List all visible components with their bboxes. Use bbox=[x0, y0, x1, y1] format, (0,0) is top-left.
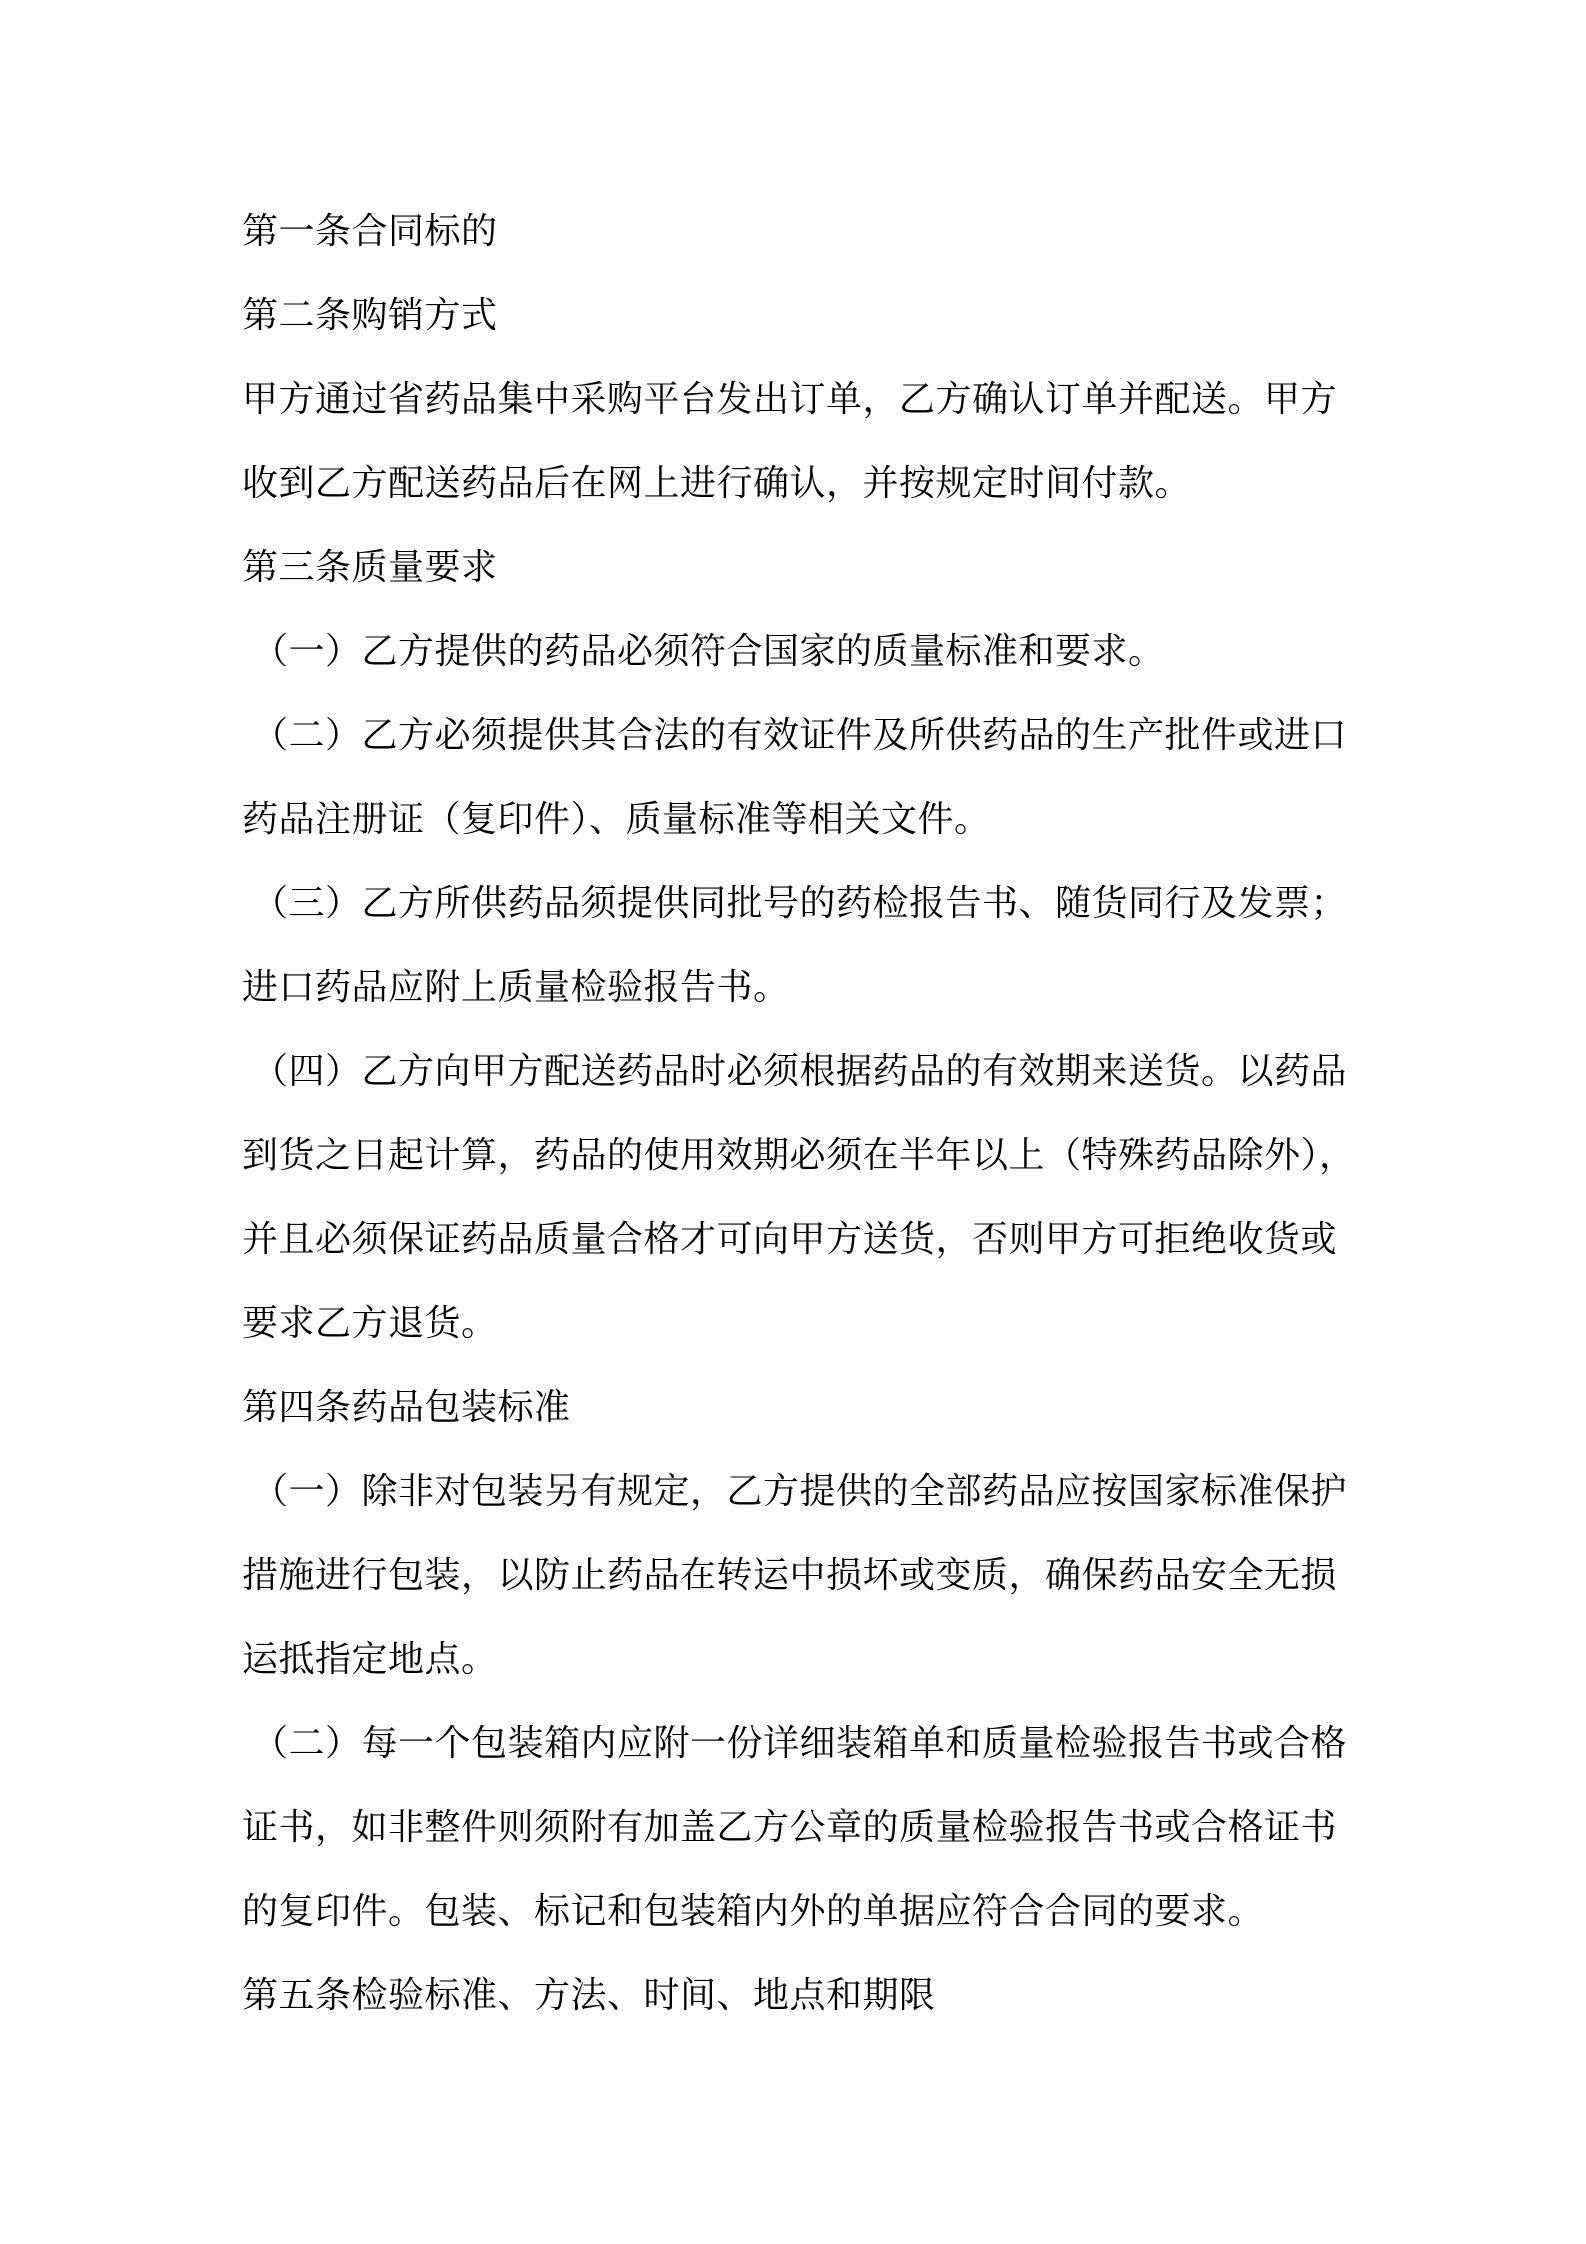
clause-line: （一）乙方提供的药品必须符合国家的质量标准和要求。 bbox=[252, 631, 1165, 672]
clause-line: （四）乙方向甲方配送药品时必须根据药品的有效期来送货。以药品 bbox=[252, 1051, 1348, 1092]
article-4-heading: 第四条药品包装标准 bbox=[242, 1387, 571, 1428]
clause-line: （二）每一个包装箱内应附一份详细装箱单和质量检验报告书或合格 bbox=[252, 1723, 1348, 1764]
article-5-heading: 第五条检验标准、方法、时间、地点和期限 bbox=[242, 1975, 936, 2016]
paragraph-line: 甲方通过省药品集中采购平台发出订单，乙方确认订单并配送。甲方 bbox=[242, 379, 1338, 420]
paragraph-line: 药品注册证（复印件）、质量标准等相关文件。 bbox=[242, 799, 991, 840]
clause-line: （一）除非对包装另有规定，乙方提供的全部药品应按国家标准保护 bbox=[252, 1471, 1348, 1512]
article-2-heading: 第二条购销方式 bbox=[242, 295, 498, 336]
clause-line: （二）乙方必须提供其合法的有效证件及所供药品的生产批件或进口 bbox=[252, 715, 1348, 756]
paragraph-line: 的复印件。包装、标记和包装箱内外的单据应符合合同的要求。 bbox=[242, 1891, 1265, 1932]
paragraph-line: 并且必须保证药品质量合格才可向甲方送货，否则甲方可拒绝收货或 bbox=[242, 1219, 1338, 1260]
article-3-heading: 第三条质量要求 bbox=[242, 547, 498, 588]
paragraph-line: 措施进行包装，以防止药品在转运中损坏或变质，确保药品安全无损 bbox=[242, 1555, 1338, 1596]
paragraph-line: 进口药品应附上质量检验报告书。 bbox=[242, 967, 790, 1008]
document-body bbox=[242, 190, 1362, 2038]
paragraph-line: 到货之日起计算，药品的使用效期必须在半年以上（特殊药品除外）， bbox=[242, 1135, 1356, 1176]
paragraph-line: 要求乙方退货。 bbox=[242, 1303, 498, 1344]
paragraph-line: 收到乙方配送药品后在网上进行确认，并按规定时间付款。 bbox=[242, 463, 1192, 504]
paragraph-line: 证书，如非整件则须附有加盖乙方公章的质量检验报告书或合格证书 bbox=[242, 1807, 1338, 1848]
clause-line: （三）乙方所供药品须提供同批号的药检报告书、随货同行及发票； bbox=[252, 883, 1348, 924]
paragraph-line: 运抵指定地点。 bbox=[242, 1639, 498, 1680]
article-1-heading: 第一条合同标的 bbox=[242, 211, 498, 252]
